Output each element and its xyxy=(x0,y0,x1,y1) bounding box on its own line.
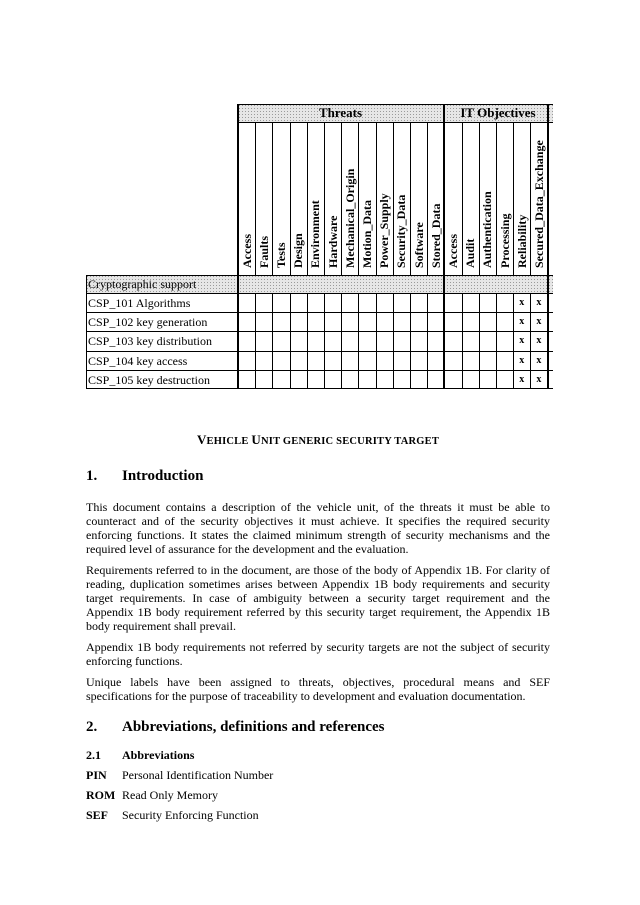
column-divider xyxy=(393,293,394,389)
column-label: Authentication xyxy=(480,191,495,268)
abbreviation-item xyxy=(86,787,550,803)
row-divider xyxy=(86,312,553,313)
column-divider xyxy=(255,293,256,389)
column-label: Motion_Data xyxy=(360,200,374,268)
matrix-mark: x xyxy=(519,297,525,308)
document-body xyxy=(86,432,550,823)
column-divider xyxy=(410,293,411,389)
column-divider xyxy=(255,122,256,275)
matrix-mark: x xyxy=(519,354,525,366)
abbreviation-item xyxy=(86,807,550,823)
column-divider xyxy=(530,122,531,275)
column-label: Processing xyxy=(497,213,512,268)
column-divider xyxy=(427,293,428,389)
requirements-paragraph: Requirements referred to in the document, are those of the body of Appendix 1B. For clarity of reading, duplication sometimes arises between Appendix 1B body requirements and security target requirements. In case of ambiguity between a security target requirement and the Appendix 1B body requirement referred by this security target requirement, the Appendix 1B body requirement shall prevail. xyxy=(86,563,550,633)
column-label: Hardware xyxy=(325,215,340,268)
section-label: Cryptographic support xyxy=(88,277,197,291)
section-2-1-heading xyxy=(86,747,550,763)
column-divider xyxy=(324,293,325,389)
column-label: Security_Data xyxy=(394,194,409,268)
column-label: Secured_Data_Exchange xyxy=(532,140,546,268)
abbreviation-definition: Read Only Memory xyxy=(122,788,218,802)
column-divider xyxy=(479,293,480,389)
column-label: Access xyxy=(239,234,254,268)
it-objectives-header: IT Objectives xyxy=(460,105,536,120)
row-divider xyxy=(86,388,553,389)
column-divider xyxy=(443,104,445,389)
abbreviation-definition: Personal Identification Number xyxy=(122,768,274,782)
column-divider xyxy=(462,293,463,389)
row-divider xyxy=(86,351,553,352)
column-label: Stored_Data xyxy=(428,203,443,268)
labels-paragraph: Unique labels have been assigned to threats, objectives, procedural means and SEF specifications for the purpose of traceability to development and evaluation documentation. xyxy=(86,675,550,703)
column-label: Faults xyxy=(256,235,271,268)
section-1-number: 1. xyxy=(86,468,98,484)
header-top-border xyxy=(237,104,553,105)
column-divider xyxy=(427,122,428,275)
abbreviation-key: ROM xyxy=(86,788,116,802)
column-label: Design xyxy=(291,233,306,268)
column-label: Mechanical_Origin xyxy=(342,168,357,268)
column-divider xyxy=(324,122,325,275)
column-divider xyxy=(393,122,394,275)
column-divider xyxy=(376,293,377,389)
row-label: CSP_102 key generation xyxy=(88,315,208,330)
intro-paragraph: This document contains a description of the vehicle unit, of the threats it must be able to counteract and of the security objectives it must achieve. It specifies the required security enforcing functions. It states the claimed minimum strength of security mechanisms and the required level of assurance for the development and the evaluation. xyxy=(86,500,550,556)
matrix-mark: x xyxy=(519,335,525,347)
column-divider xyxy=(307,293,308,389)
document-title: VEHICLE UNIT GENERIC SECURITY TARGET xyxy=(196,432,440,447)
section-1-title: Introduction xyxy=(122,468,204,484)
row-label: CSP_101 Algorithms xyxy=(88,296,191,310)
column-divider xyxy=(513,293,514,389)
abbreviation-item xyxy=(86,767,550,783)
column-divider xyxy=(479,122,480,275)
traceability-matrix xyxy=(86,104,553,389)
column-label: Environment xyxy=(308,200,323,268)
column-label: Tests xyxy=(274,242,288,268)
matrix-mark: x xyxy=(536,297,542,308)
abbreviation-definition: Security Enforcing Function xyxy=(122,808,259,822)
matrix-mark: x xyxy=(536,335,542,347)
section-top-border xyxy=(86,275,553,276)
column-label: Software xyxy=(411,222,426,268)
row-label: CSP_104 key access xyxy=(88,353,188,368)
matrix-mark: x xyxy=(519,373,525,385)
matrix-mark: x xyxy=(536,316,542,328)
column-divider xyxy=(272,293,273,389)
abbreviation-key: PIN xyxy=(86,768,107,782)
column-divider xyxy=(307,122,308,275)
section-2-1-title: Abbreviations xyxy=(122,748,195,762)
column-divider xyxy=(410,122,411,275)
column-label: Reliability xyxy=(514,214,529,268)
column-divider xyxy=(496,293,497,389)
section-2-heading xyxy=(86,717,550,737)
column-divider xyxy=(496,122,497,275)
column-label: Audit xyxy=(463,238,478,268)
section-1-heading xyxy=(86,466,550,486)
column-divider xyxy=(376,122,377,275)
section-2-title: Abbreviations, definitions and references xyxy=(122,719,385,735)
matrix-mark: x xyxy=(519,316,525,328)
column-label: Access xyxy=(446,234,460,268)
header-bottom-border xyxy=(238,122,553,123)
column-divider xyxy=(358,122,359,275)
column-divider xyxy=(513,122,514,275)
column-divider xyxy=(530,293,531,389)
column-divider xyxy=(341,293,342,389)
column-divider xyxy=(341,122,342,275)
row-divider xyxy=(86,370,553,371)
column-divider xyxy=(547,104,549,389)
section-2-number: 2. xyxy=(86,719,98,735)
abbreviation-key: SEF xyxy=(86,808,109,822)
column-divider xyxy=(358,293,359,389)
column-divider xyxy=(462,122,463,275)
column-divider xyxy=(290,293,291,389)
matrix-mark: x xyxy=(536,373,542,385)
row-label: CSP_103 key distribution xyxy=(88,334,213,349)
threats-header: Threats xyxy=(318,105,363,120)
column-divider xyxy=(237,104,239,389)
row-divider xyxy=(86,331,553,332)
row-divider xyxy=(86,293,553,294)
matrix-mark: x xyxy=(536,354,542,366)
column-divider xyxy=(290,122,291,275)
column-divider xyxy=(272,122,273,275)
scope-paragraph: Appendix 1B body requirements not referred by security targets are not the subject of security enforcing functions. xyxy=(86,640,550,668)
section-2-1-number: 2.1 xyxy=(86,748,101,762)
row-label: CSP_105 key destruction xyxy=(88,372,210,387)
column-label: Power_Supply xyxy=(377,193,392,268)
